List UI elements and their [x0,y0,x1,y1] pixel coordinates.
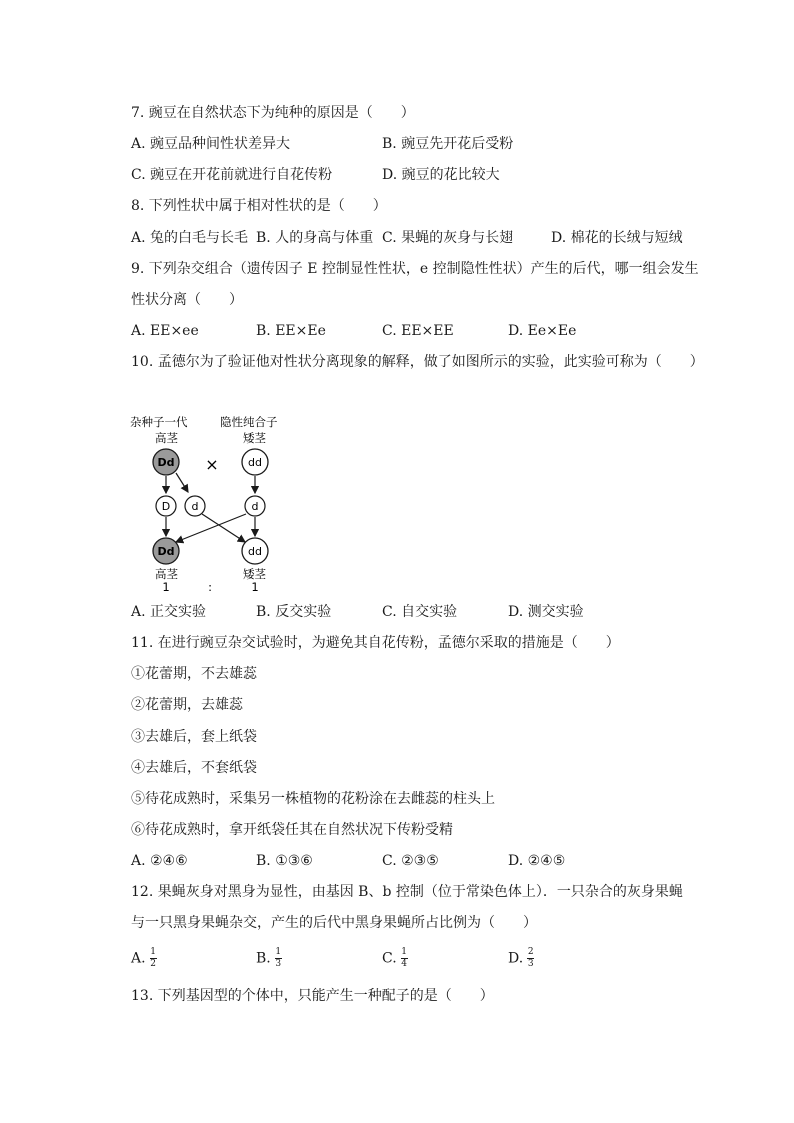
offspring-right-genotype: dd [248,545,262,558]
q9-stem-line1: 9. 下列杂交组合（遗传因子 E 控制显性性状，e 控制隐性性状）产生的后代，哪一组会发生 [131,261,699,277]
gamete-recessive-left-label: d [191,500,199,513]
q7-option-c: C. 豌豆在开花前就进行自花传粉 [131,167,333,183]
label-dwarf-offspring: 矮茎 [243,567,266,581]
q10-option-c: C. 自交实验 [382,604,458,620]
q11-item-3: ③去雄后，套上纸袋 [131,729,257,745]
q9-option-a: A. EE×ee [131,323,199,339]
q8-option-b: B. 人的身高与体重 [256,230,374,246]
denominator: 4 [401,959,408,969]
ratio-left: 1 [162,580,170,594]
q11-item-1: ①花蕾期，不去雄蕊 [131,666,257,682]
ratio-right: 1 [251,580,259,594]
q11-stem: 11. 在进行豌豆杂交试验时，为避免其自花传粉，孟德尔采取的措施是（ ） [131,635,620,651]
gamete-dominant-label: D [161,500,171,513]
q10-stem: 10. 孟德尔为了验证他对性状分离现象的解释，做了如图所示的实验，此实验可称为（ ） [131,354,704,370]
label-dwarf-parent: 矮茎 [243,431,266,445]
label-hybrid-f1: 杂种子一代 [130,415,188,429]
q9-option-c: C. EE×EE [382,323,454,339]
denominator: 2 [150,959,156,969]
q11-item-6: ⑥待花成熟时，拿开纸袋任其在自然状况下传粉受精 [131,822,453,838]
testcross-diagram [128,412,296,594]
q9-option-d: D. Ee×Ee [508,323,577,339]
q10-option-d: D. 测交实验 [508,604,584,620]
q11-option-d: D. ②④⑤ [508,853,566,869]
numerator: 1 [401,947,408,957]
parent-right-genotype: dd [248,456,262,469]
q12-option-c-fraction [401,948,408,969]
denominator: 3 [527,959,534,969]
q10-option-a: A. 正交实验 [131,604,207,620]
ratio-separator: : [208,580,212,594]
q9-stem-line2: 性状分离（ ） [131,292,243,308]
q12-option-c-letter: C. [382,950,397,967]
q11-item-5: ⑤待花成熟时，采集另一株植物的花粉涂在去雌蕊的柱头上 [131,791,495,807]
q13-stem: 13. 下列基因型的个体中，只能产生一种配子的是（ ） [131,988,494,1004]
cross-symbol: × [205,455,219,474]
q12-option-b [256,948,282,969]
arrow-to-gamete-d-lower [176,473,188,492]
q8-stem: 8. 下列性状中属于相对性状的是（ ） [131,198,387,214]
q11-item-4: ④去雄后，不套纸袋 [131,760,257,776]
q12-option-a [131,948,157,969]
q12-option-d-fraction [527,948,534,969]
numerator: 2 [527,947,534,957]
q11-option-c: C. ②③⑤ [382,853,439,869]
q12-option-a-letter: A. [131,950,146,967]
q12-option-a-fraction [150,948,157,969]
q12-option-c [382,948,408,969]
q7-option-b: B. 豌豆先开花后受粉 [382,136,514,152]
label-tall-parent: 高茎 [155,431,178,445]
q12-option-b-letter: B. [256,950,271,967]
denominator: 3 [275,959,282,969]
offspring-left-genotype: Dd [157,545,175,558]
q10-option-b: B. 反交实验 [256,604,332,620]
q11-option-a: A. ②④⑥ [131,853,188,869]
arrow-d-to-dd-right [202,514,245,542]
q8-option-a: A. 兔的白毛与长毛 [131,230,249,246]
q12-option-d [508,948,534,969]
label-recessive-homozygote: 隐性纯合子 [220,415,278,429]
q8-option-d: D. 棉花的长绒与短绒 [551,230,683,246]
label-tall-offspring: 高茎 [155,567,178,581]
q7-stem: 7. 豌豆在自然状态下为纯种的原因是（ ） [131,105,415,121]
parent-left-genotype: Dd [157,456,175,469]
q12-option-d-letter: D. [508,950,524,967]
q12-option-b-fraction [275,948,282,969]
q7-option-d: D. 豌豆的花比较大 [382,167,500,183]
q11-option-b: B. ①③⑥ [256,853,313,869]
q12-stem-line2: 与一只黑身果蝇杂交，产生的后代中黑身果蝇所占比例为（ ） [131,915,537,931]
q11-item-2: ②花蕾期，去雄蕊 [131,697,243,713]
numerator: 1 [275,947,282,957]
q8-option-c: C. 果蝇的灰身与长翅 [382,230,514,246]
q12-stem-line1: 12. 果蝇灰身对黑身为显性，由基因 B、b 控制（位于常染色体上）．一只杂合的灰身果蝇 [131,884,683,900]
numerator: 1 [150,947,156,957]
gamete-recessive-right-label: d [251,500,259,513]
q7-option-a: A. 豌豆品种间性状差异大 [131,136,291,152]
q9-option-b: B. EE×Ee [256,323,326,339]
arrow-recessive-to-dd-left [176,514,246,542]
